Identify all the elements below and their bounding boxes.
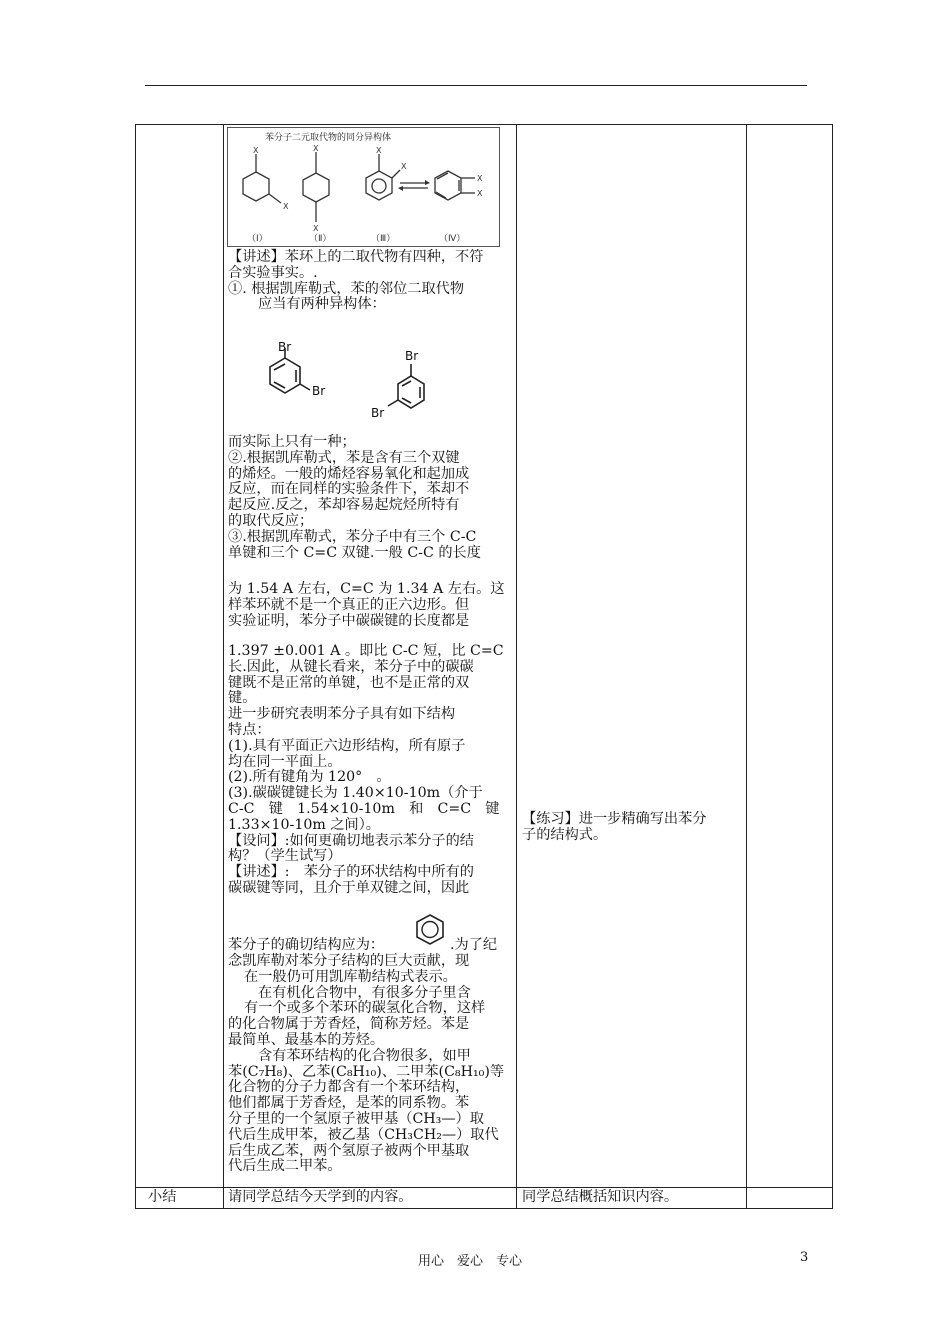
text-line: 最简单、最基本的芳烃。 bbox=[228, 1031, 385, 1048]
figure-label-3: （Ⅲ） bbox=[371, 234, 396, 244]
text-line: 在一般仍可用凯库勒结构式表示。 bbox=[244, 968, 457, 985]
practice-line: 子的结构式。 bbox=[522, 826, 608, 843]
svg-text:Br: Br bbox=[312, 384, 326, 398]
benzene-circle-structure bbox=[413, 912, 447, 948]
col-divider-3 bbox=[746, 125, 747, 1208]
svg-text:Br: Br bbox=[278, 340, 292, 354]
text-line: (2).所有键角为 120° 。 bbox=[228, 769, 391, 786]
text-line: 碳碳键等同，且介于单双键之间，因此 bbox=[228, 879, 470, 896]
text-line: 起反应.反之，苯却容易起烷烃所特有 bbox=[228, 497, 460, 514]
text-line: 他们都属于芳香烃，是苯的同系物。苯 bbox=[228, 1095, 470, 1112]
summary-student: 同学总结概括知识内容。 bbox=[522, 1189, 679, 1205]
main-text-block-1 bbox=[228, 250, 483, 313]
header-rule bbox=[145, 85, 807, 86]
figure-label-2: （Ⅱ） bbox=[309, 234, 332, 244]
text-line: 实验证明，苯分子中碳碳键的长度都是 bbox=[228, 612, 470, 629]
text-line: 单键和三个 C=C 双键.一般 C-C 的长度 bbox=[228, 544, 481, 561]
practice-text bbox=[522, 812, 706, 844]
text-line: 长.因此，从键长看来，苯分子中的碳碳 bbox=[228, 658, 474, 675]
text-line: 念凯库勒对苯分子结构的巨大贡献，现 bbox=[228, 953, 470, 969]
text-line: 合实验事实。. bbox=[228, 264, 318, 281]
main-text-block-4 bbox=[228, 644, 504, 897]
col-divider-1 bbox=[223, 125, 224, 1208]
text-line: ②.根据凯库勒式，苯是含有三个双键 bbox=[228, 449, 460, 466]
text-line: 后生成乙苯，两个氢原子被两个甲基取 bbox=[228, 1142, 470, 1159]
page-number: 3 bbox=[800, 1250, 809, 1265]
text-line: 的化合物属于芳香烃，简称芳烃。苯是 bbox=[228, 1016, 470, 1033]
text-line: 构？（学生试写） bbox=[228, 848, 342, 865]
text-line: 进一步研究表明苯分子具有如下结构 bbox=[228, 706, 456, 723]
text-line: ①. 根据凯库勒式，苯的邻位二取代物 bbox=[228, 280, 465, 297]
text-line: 特点： bbox=[228, 721, 271, 738]
text-line: 键既不是正常的单键，也不是正常的双 bbox=[228, 674, 470, 691]
svg-text:X: X bbox=[283, 202, 289, 211]
text-line: 代后生成二甲苯。 bbox=[228, 1158, 342, 1175]
text-line: 【设问】:如何更确切地表示苯分子的结 bbox=[228, 832, 474, 849]
dibromobenzene-structures bbox=[250, 340, 440, 425]
text-line: 含有苯环结构的化合物很多，如甲 bbox=[258, 1047, 471, 1064]
svg-text:X: X bbox=[401, 162, 407, 171]
text-line: .为了纪 bbox=[450, 937, 498, 953]
svg-text:X: X bbox=[376, 146, 382, 155]
text-line: 而实际上只有一种； bbox=[228, 434, 356, 450]
figure-label-1: （Ⅰ） bbox=[247, 234, 268, 244]
main-text-block-3 bbox=[228, 582, 505, 629]
row-divider bbox=[136, 1187, 832, 1188]
text-line: C-C 键 1.54×10-10m 和 C=C 键 bbox=[228, 800, 500, 817]
text-line: 代后生成甲苯，被乙基（CH₃CH₂—）取代 bbox=[228, 1126, 499, 1143]
col-divider-2 bbox=[516, 125, 517, 1208]
figure-label-4: （Ⅳ） bbox=[439, 234, 466, 244]
text-line: ③.根据凯库勒式，苯分子中有三个 C-C bbox=[228, 528, 477, 545]
text-line: 化合物的分子力都含有一个苯环结构， bbox=[228, 1079, 470, 1096]
text-line: 【讲述】苯环上的二取代物有四种，不符 bbox=[228, 249, 484, 265]
text-line: (3).碳碳键键长为 1.40×10-10m（介于 bbox=[228, 785, 483, 802]
text-line: 应当有两种异构体： bbox=[258, 296, 386, 313]
figure-title: 苯分子二元取代物的同分异构体 bbox=[265, 133, 392, 143]
text-line: 苯(C₇H₈)、乙苯(C₈H₁₀)、二甲苯(C₈H₁₀)等 bbox=[228, 1063, 505, 1080]
text-line: 键。 bbox=[228, 690, 257, 707]
text-line: 的烯烃。一般的烯烃容易氧化和起加成 bbox=[228, 465, 470, 482]
svg-text:Br: Br bbox=[405, 349, 419, 363]
svg-text:X: X bbox=[313, 144, 319, 153]
text-line: 有一个或多个苯环的碳氢化合物，这样 bbox=[244, 1000, 486, 1017]
text-line: 1.33×10-10m 之间）。 bbox=[228, 816, 380, 833]
main-text-block-2 bbox=[228, 435, 481, 561]
svg-text:X: X bbox=[253, 146, 259, 155]
summary-teacher: 请同学总结今天学到的内容。 bbox=[228, 1189, 413, 1205]
text-line: 苯分子的确切结构应为： bbox=[228, 937, 385, 953]
isomer-figure bbox=[227, 127, 500, 247]
main-text-block-5 bbox=[228, 954, 504, 1175]
text-line: 【讲述】: 苯分子的环状结构中所有的 bbox=[228, 864, 474, 881]
structure-sentence-right bbox=[450, 938, 497, 954]
structure-sentence-left bbox=[228, 938, 384, 954]
summary-label: 小结 bbox=[148, 1189, 177, 1205]
text-line: 1.397 ±0.001 A 。即比 C-C 短，比 C=C bbox=[228, 643, 504, 659]
svg-text:Br: Br bbox=[371, 406, 385, 420]
svg-text:X: X bbox=[477, 174, 483, 183]
svg-text:X: X bbox=[313, 224, 319, 233]
text-line: 为 1.54 A 左右，C=C 为 1.34 A 左右。这 bbox=[228, 581, 505, 597]
footer-motto: 用心 爱心 专心 bbox=[418, 1254, 523, 1269]
svg-text:X: X bbox=[477, 189, 483, 198]
text-line: 分子里的一个氢原子被甲基（CH₃—）取 bbox=[228, 1110, 484, 1127]
text-line: 样苯环就不是一个真正的正六边形。但 bbox=[228, 596, 470, 613]
text-line: 反应，而在同样的实验条件下，苯却不 bbox=[228, 481, 470, 498]
text-line: 的取代反应； bbox=[228, 512, 314, 529]
text-line: (1).具有平面正六边形结构，所有原子 bbox=[228, 737, 466, 754]
practice-line: 【练习】进一步精确写出苯分 bbox=[522, 811, 707, 827]
text-line: 均在同一平面上。 bbox=[228, 753, 342, 770]
text-line: 在有机化合物中，有很多分子里含 bbox=[258, 984, 471, 1001]
